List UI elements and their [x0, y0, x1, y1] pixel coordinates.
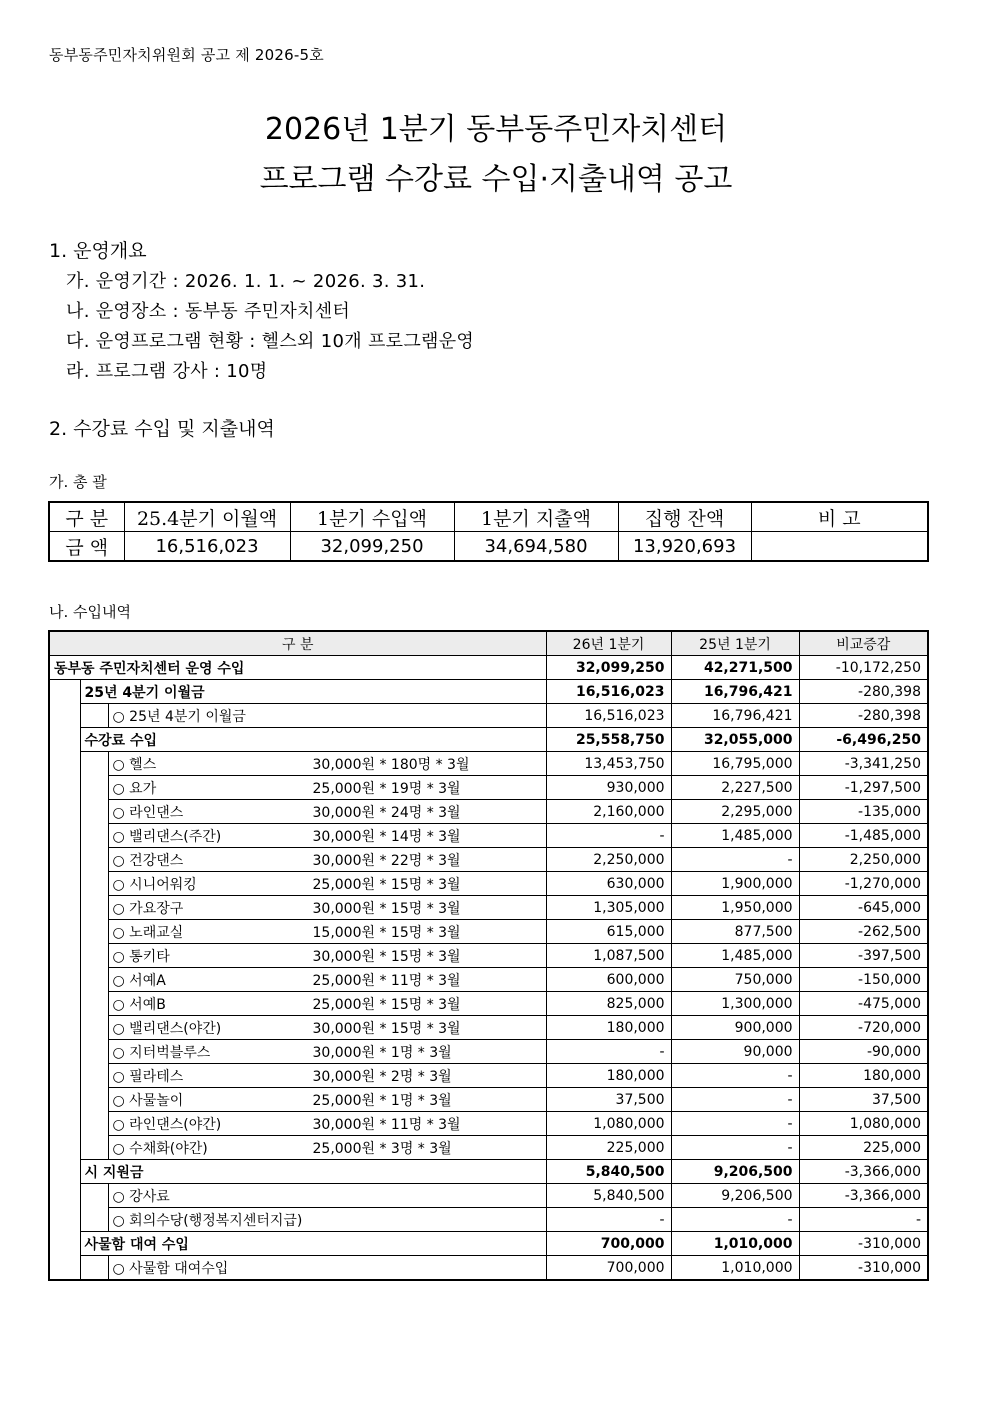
fee-item-v26: 225,000: [546, 1136, 671, 1160]
fee-item-calc: 15,000원 * 15명 * 3월: [312, 924, 461, 941]
fee-item-name: ○ 시니어워킹: [112, 876, 197, 893]
fee-item-v25: -: [671, 1112, 799, 1136]
fee-item-v25: 2,227,500: [671, 776, 799, 800]
fee-item-v25: 900,000: [671, 1016, 799, 1040]
fee-item-label: [108, 1040, 546, 1064]
city-subsidy-2026: 5,840,500: [546, 1160, 671, 1184]
fee-item-row: [49, 776, 928, 800]
fee-item-v25: 90,000: [671, 1040, 799, 1064]
income-header-2025q1: 25년 1분기: [671, 631, 799, 656]
overview-item-programs: 다. 운영프로그램 현황 : 헬스외 10개 프로그램운영: [66, 331, 475, 352]
fee-item-calc: 30,000원 * 180명 * 3월: [312, 756, 470, 773]
fee-item-name: ○ 라인댄스: [112, 804, 184, 821]
fee-item-name: ○ 요가: [112, 780, 157, 797]
fee-item-v25: -: [671, 848, 799, 872]
fee-item-calc: 30,000원 * 15명 * 3월: [312, 1020, 461, 1037]
fee-item-name: ○ 필라테스: [112, 1068, 184, 1085]
income-header-diff: 비교증감: [799, 631, 928, 656]
summary-table: [48, 501, 929, 562]
fee-item-diff: -90,000: [799, 1040, 928, 1064]
income-header-category: 구 분: [49, 631, 546, 656]
fee-item-v26: 2,250,000: [546, 848, 671, 872]
fee-item-diff: 180,000: [799, 1064, 928, 1088]
income-table: [48, 630, 929, 1281]
fee-item-row: [49, 968, 928, 992]
fee-item-diff: 225,000: [799, 1136, 928, 1160]
fee-item-diff: -262,500: [799, 920, 928, 944]
locker-detail-row: [49, 1256, 928, 1281]
city-item-2025: -: [671, 1208, 799, 1232]
fee-item-calc: 25,000원 * 15명 * 3월: [312, 996, 461, 1013]
fee-item-calc: 25,000원 * 1명 * 3월: [312, 1092, 452, 1109]
city-item-row: [49, 1208, 928, 1232]
fee-item-label: [108, 992, 546, 1016]
fee-item-v26: -: [546, 1040, 671, 1064]
locker-detail-2026: 700,000: [546, 1256, 671, 1281]
city-item-row: [49, 1184, 928, 1208]
city-subsidy-2025: 9,206,500: [671, 1160, 799, 1184]
city-subsidy-diff: -3,366,000: [799, 1160, 928, 1184]
income-total-2026: 32,099,250: [546, 656, 671, 680]
overview-item-instructors: 라. 프로그램 강사 : 10명: [66, 361, 268, 382]
fee-item-row: [49, 752, 928, 776]
fee-item-name: ○ 노래교실: [112, 924, 184, 941]
fee-item-row: [49, 920, 928, 944]
locker-detail-label: ○ 사물함 대여수입: [108, 1256, 546, 1281]
fee-item-calc: 30,000원 * 22명 * 3월: [312, 852, 461, 869]
fee-item-row: [49, 1064, 928, 1088]
fee-item-v25: 877,500: [671, 920, 799, 944]
fee-item-calc: 30,000원 * 2명 * 3월: [312, 1068, 452, 1085]
page-title-line1: 2026년 1분기 동부동주민자치센터: [264, 112, 728, 147]
fee-item-v26: 180,000: [546, 1064, 671, 1088]
locker-detail-2025: 1,010,000: [671, 1256, 799, 1281]
carryover-row: [49, 680, 928, 704]
fees-row: [49, 728, 928, 752]
income-subheading: 나. 수입내역: [49, 603, 131, 621]
fee-item-name: ○ 건강댄스: [112, 852, 184, 869]
fee-item-v25: -: [671, 1064, 799, 1088]
fee-item-diff: -3,341,250: [799, 752, 928, 776]
locker-detail-diff: -310,000: [799, 1256, 928, 1281]
city-item-2026: 5,840,500: [546, 1184, 671, 1208]
carryover-detail-diff: -280,398: [799, 704, 928, 728]
carryover-diff: -280,398: [799, 680, 928, 704]
fee-item-v26: 1,305,000: [546, 896, 671, 920]
fee-item-diff: -475,000: [799, 992, 928, 1016]
summary-amount-row: [49, 532, 928, 562]
fee-item-v26: 825,000: [546, 992, 671, 1016]
fee-item-name: ○ 통키타: [112, 948, 170, 965]
city-item-label: ○ 강사료: [108, 1184, 546, 1208]
city-item-diff: -: [799, 1208, 928, 1232]
carryover-detail-2025: 16,796,421: [671, 704, 799, 728]
locker-diff: -310,000: [799, 1232, 928, 1256]
fee-item-label: [108, 920, 546, 944]
overview-item-place: 나. 운영장소 : 동부동 주민자치센터: [66, 301, 351, 322]
fee-item-row: [49, 1112, 928, 1136]
fees-label: 수강료 수입: [80, 728, 546, 752]
fees-2025: 32,055,000: [671, 728, 799, 752]
fee-item-v25: 1,300,000: [671, 992, 799, 1016]
income-header-row: [49, 631, 928, 656]
overview-item-period: 가. 운영기간 : 2026. 1. 1. ~ 2026. 3. 31.: [66, 271, 426, 292]
fee-item-label: [108, 1088, 546, 1112]
summary-income: 32,099,250: [290, 532, 454, 562]
summary-header-row: [49, 502, 928, 532]
fee-item-row: [49, 800, 928, 824]
fee-item-name: ○ 밸리댄스(야간): [112, 1020, 222, 1037]
carryover-label: 25년 4분기 이월금: [80, 680, 546, 704]
fee-item-label: [108, 1016, 546, 1040]
fee-item-name: ○ 지터벅블루스: [112, 1044, 211, 1061]
fee-item-name: ○ 밸리댄스(주간): [112, 828, 222, 845]
summary-header: 1분기 수입액: [290, 502, 454, 532]
carryover-2026: 16,516,023: [546, 680, 671, 704]
fee-item-diff: -135,000: [799, 800, 928, 824]
fee-item-v25: -: [671, 1136, 799, 1160]
fee-item-row: [49, 992, 928, 1016]
fee-item-v25: -: [671, 1088, 799, 1112]
fee-item-label: [108, 752, 546, 776]
city-subsidy-row: [49, 1160, 928, 1184]
summary-header: 25.4분기 이월액: [124, 502, 290, 532]
fee-item-row: [49, 848, 928, 872]
fee-item-name: ○ 가요장구: [112, 900, 184, 917]
city-item-diff: -3,366,000: [799, 1184, 928, 1208]
fee-item-v25: 1,485,000: [671, 824, 799, 848]
fee-item-row: [49, 1088, 928, 1112]
fee-item-diff: 1,080,000: [799, 1112, 928, 1136]
fee-item-name: ○ 헬스: [112, 756, 157, 773]
indent-cell: [80, 752, 108, 1160]
fee-item-v26: 600,000: [546, 968, 671, 992]
fee-item-v25: 750,000: [671, 968, 799, 992]
fees-2026: 25,558,750: [546, 728, 671, 752]
fee-item-diff: -720,000: [799, 1016, 928, 1040]
fee-item-label: [108, 776, 546, 800]
fee-item-v25: 16,795,000: [671, 752, 799, 776]
fee-item-label: [108, 1112, 546, 1136]
fee-item-v26: 630,000: [546, 872, 671, 896]
fee-item-v26: 180,000: [546, 1016, 671, 1040]
page-title-line2: 프로그램 수강료 수입·지출내역 공고: [259, 162, 733, 197]
fee-item-v25: 2,295,000: [671, 800, 799, 824]
fee-item-row: [49, 872, 928, 896]
fee-item-v26: -: [546, 824, 671, 848]
section2-heading: 2. 수강료 수입 및 지출내역: [49, 418, 275, 440]
fee-item-v25: 1,485,000: [671, 944, 799, 968]
fee-item-diff: 2,250,000: [799, 848, 928, 872]
fee-item-diff: -1,297,500: [799, 776, 928, 800]
fee-item-diff: 37,500: [799, 1088, 928, 1112]
indent-cell: [49, 680, 80, 1281]
fee-item-calc: 25,000원 * 11명 * 3월: [312, 972, 461, 989]
fee-item-name: ○ 서예B: [112, 996, 166, 1013]
income-header-2026q1: 26년 1분기: [546, 631, 671, 656]
fee-item-diff: -1,485,000: [799, 824, 928, 848]
summary-carryover: 16,516,023: [124, 532, 290, 562]
indent-cell: [80, 1256, 108, 1281]
fee-item-row: [49, 824, 928, 848]
summary-header: 1분기 지출액: [454, 502, 618, 532]
fee-item-label: [108, 872, 546, 896]
fee-item-calc: 30,000원 * 11명 * 3월: [312, 1116, 461, 1133]
fee-item-v25: 1,900,000: [671, 872, 799, 896]
summary-expense: 34,694,580: [454, 532, 618, 562]
fee-item-diff: -1,270,000: [799, 872, 928, 896]
fee-item-label: [108, 800, 546, 824]
fee-item-calc: 30,000원 * 15명 * 3월: [312, 948, 461, 965]
income-total-row: [49, 656, 928, 680]
summary-remark: [751, 532, 928, 562]
locker-2025: 1,010,000: [671, 1232, 799, 1256]
fee-item-v26: 1,087,500: [546, 944, 671, 968]
income-total-label: 동부동 주민자치센터 운영 수입: [49, 656, 546, 680]
income-total-2025: 42,271,500: [671, 656, 799, 680]
fee-item-v26: 13,453,750: [546, 752, 671, 776]
fee-item-name: ○ 서예A: [112, 972, 166, 989]
fees-diff: -6,496,250: [799, 728, 928, 752]
fee-item-name: ○ 라인댄스(야간): [112, 1116, 222, 1133]
fee-item-label: [108, 1136, 546, 1160]
carryover-detail-label: ○ 25년 4분기 이월금: [108, 704, 546, 728]
fee-item-row: [49, 1040, 928, 1064]
fee-item-calc: 30,000원 * 15명 * 3월: [312, 900, 461, 917]
fee-item-v26: 1,080,000: [546, 1112, 671, 1136]
fee-item-v25: 1,950,000: [671, 896, 799, 920]
fee-item-label: [108, 896, 546, 920]
carryover-2025: 16,796,421: [671, 680, 799, 704]
summary-header: 비 고: [751, 502, 928, 532]
summary-header: 구 분: [49, 502, 124, 532]
fee-item-calc: 25,000원 * 15명 * 3월: [312, 876, 461, 893]
fee-item-calc: 25,000원 * 3명 * 3월: [312, 1140, 452, 1157]
income-total-diff: -10,172,250: [799, 656, 928, 680]
fee-item-v26: 615,000: [546, 920, 671, 944]
fee-item-name: ○ 사물놀이: [112, 1092, 184, 1109]
fee-item-label: [108, 824, 546, 848]
fee-item-diff: -397,500: [799, 944, 928, 968]
fee-item-diff: -150,000: [799, 968, 928, 992]
city-item-label: ○ 회의수당(행정복지센터지급): [108, 1208, 546, 1232]
fee-item-calc: 30,000원 * 24명 * 3월: [312, 804, 461, 821]
fee-item-v26: 2,160,000: [546, 800, 671, 824]
carryover-detail-2026: 16,516,023: [546, 704, 671, 728]
fee-item-diff: -645,000: [799, 896, 928, 920]
locker-row: [49, 1232, 928, 1256]
fee-item-label: [108, 944, 546, 968]
fee-item-label: [108, 1064, 546, 1088]
indent-cell: [80, 1184, 108, 1232]
fee-item-calc: 30,000원 * 1명 * 3월: [312, 1044, 452, 1061]
fee-item-calc: 25,000원 * 19명 * 3월: [312, 780, 461, 797]
summary-subheading: 가. 총 괄: [49, 473, 107, 491]
locker-2026: 700,000: [546, 1232, 671, 1256]
fee-item-row: [49, 1136, 928, 1160]
summary-row-label: 금 액: [49, 532, 124, 562]
summary-balance: 13,920,693: [618, 532, 751, 562]
fee-item-v26: 37,500: [546, 1088, 671, 1112]
fee-item-name: ○ 수채화(야간): [112, 1140, 208, 1157]
section1-heading: 1. 운영개요: [49, 240, 147, 262]
city-item-2025: 9,206,500: [671, 1184, 799, 1208]
fee-item-label: [108, 848, 546, 872]
fee-item-row: [49, 944, 928, 968]
carryover-detail-row: [49, 704, 928, 728]
fee-item-calc: 30,000원 * 14명 * 3월: [312, 828, 461, 845]
notice-number: 동부동주민자치위원회 공고 제 2026-5호: [49, 46, 324, 64]
fee-item-row: [49, 896, 928, 920]
city-item-2026: -: [546, 1208, 671, 1232]
indent-cell: [80, 704, 108, 728]
locker-label: 사물함 대여 수입: [80, 1232, 546, 1256]
summary-header: 집행 잔액: [618, 502, 751, 532]
fee-item-row: [49, 1016, 928, 1040]
fee-item-v26: 930,000: [546, 776, 671, 800]
city-subsidy-label: 시 지원금: [80, 1160, 546, 1184]
fee-item-label: [108, 968, 546, 992]
